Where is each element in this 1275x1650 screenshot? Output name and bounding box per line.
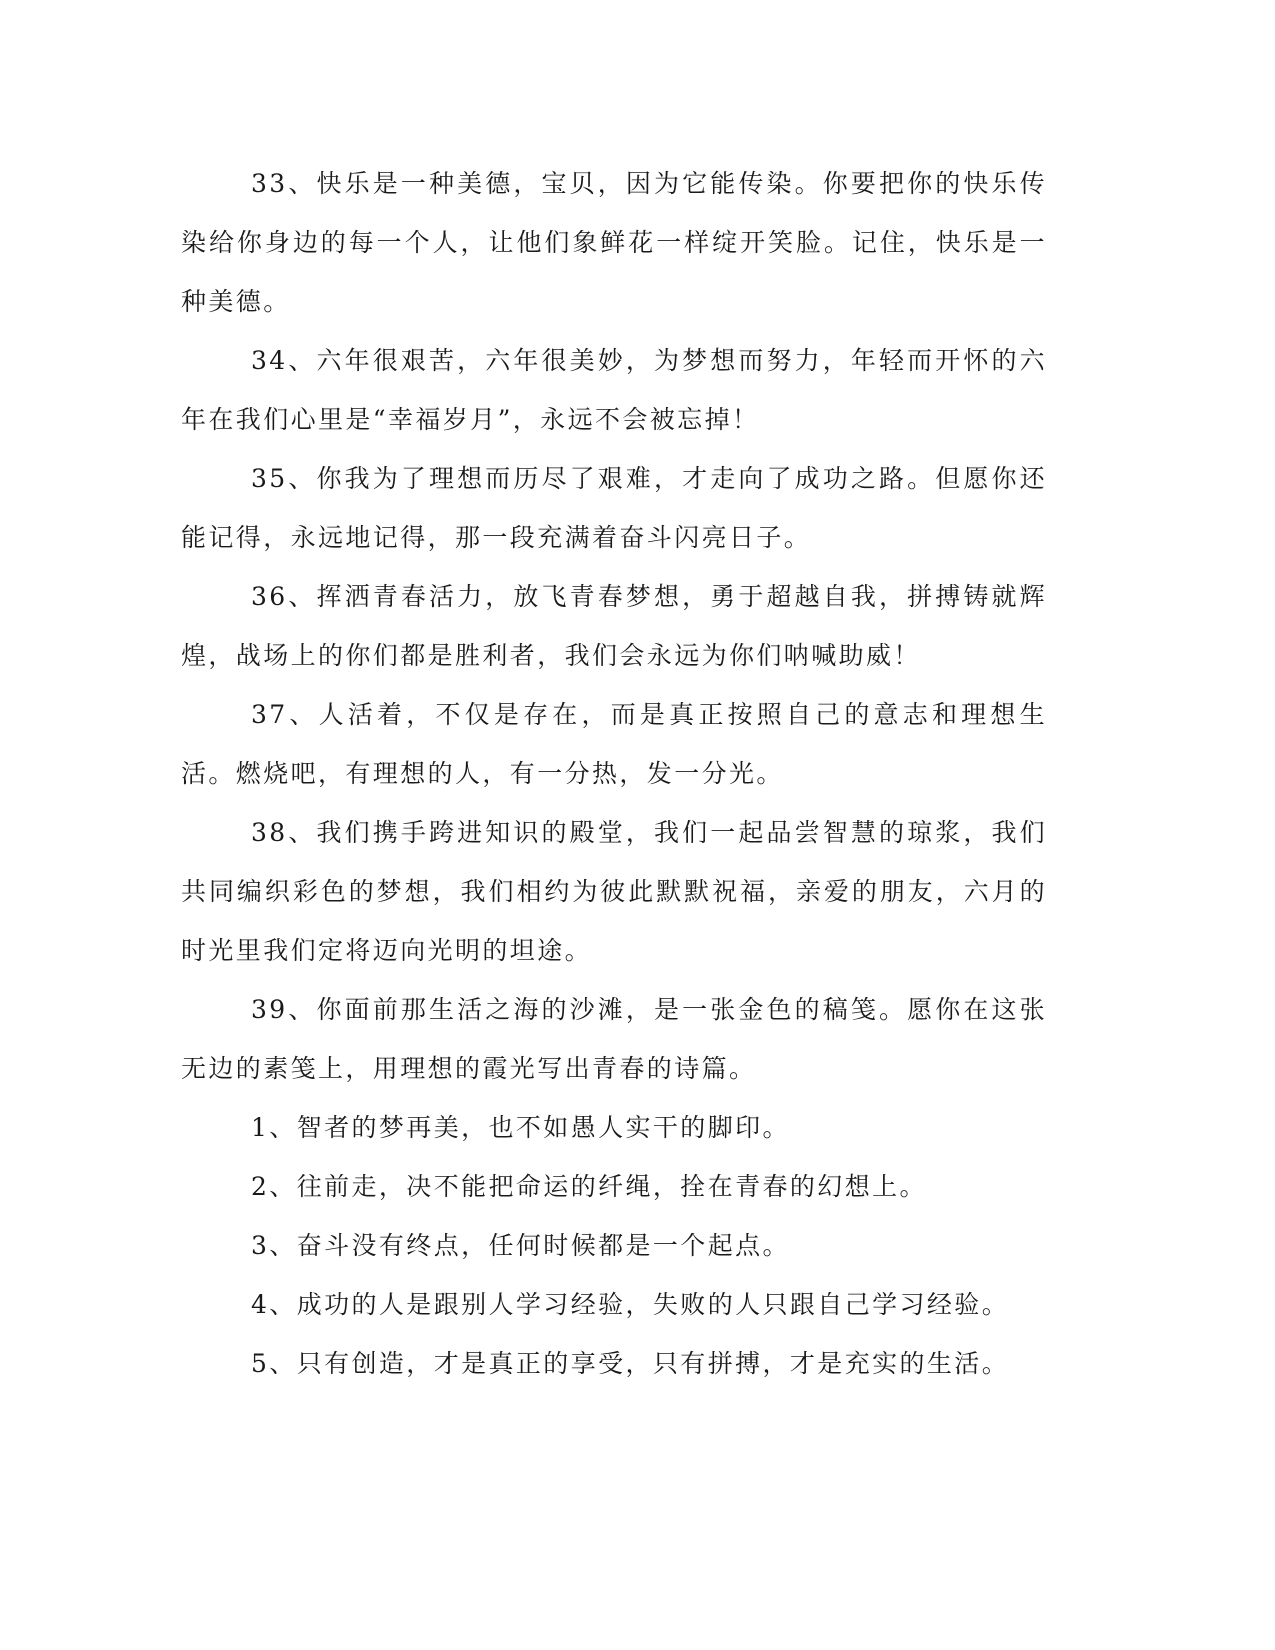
paragraph-5: 5、只有创造，才是真正的享受，只有拼搏，才是充实的生活。 [251, 1349, 1010, 1378]
paragraph-1: 1、智者的梦再美，也不如愚人实干的脚印。 [251, 1113, 790, 1142]
paragraph-39: 39、你面前那生活之海的沙滩，是一张金色的稿笺。愿你在这张无边的素笺上，用理想的霞光写出青春的诗篇。 [181, 995, 1047, 1083]
paragraph-33: 33、快乐是一种美德，宝贝，因为它能传染。你要把你的快乐传染给你身边的每一个人，让他们象鲜花一样绽开笑脸。记住，快乐是一种美德。 [181, 169, 1047, 316]
paragraph-3: 3、奋斗没有终点，任何时候都是一个起点。 [251, 1231, 790, 1260]
paragraph-34: 34、六年很艰苦，六年很美妙，为梦想而努力，年轻而开怀的六年在我们心里是“幸福岁月”，永远不会被忘掉！ [181, 346, 1047, 434]
paragraph-35: 35、你我为了理想而历尽了艰难，才走向了成功之路。但愿你还能记得，永远地记得，那一段充满着奋斗闪亮日子。 [181, 464, 1047, 552]
paragraph-2: 2、往前走，决不能把命运的纤绳，拴在青春的幻想上。 [251, 1172, 927, 1201]
document-body [181, 154, 1047, 1393]
paragraph-37: 37、人活着，不仅是存在，而是真正按照自己的意志和理想生活。燃烧吧，有理想的人，有一分热，发一分光。 [181, 700, 1047, 788]
paragraph-4: 4、成功的人是跟别人学习经验，失败的人只跟自己学习经验。 [251, 1290, 1010, 1319]
paragraph-36: 36、挥洒青春活力，放飞青春梦想，勇于超越自我，拼搏铸就辉煌，战场上的你们都是胜利者，我们会永远为你们呐喊助威！ [181, 582, 1047, 670]
paragraph-38: 38、我们携手跨进知识的殿堂，我们一起品尝智慧的琼浆，我们共同编织彩色的梦想，我们相约为彼此默默祝福，亲爱的朋友，六月的时光里我们定将迈向光明的坦途。 [181, 818, 1047, 965]
